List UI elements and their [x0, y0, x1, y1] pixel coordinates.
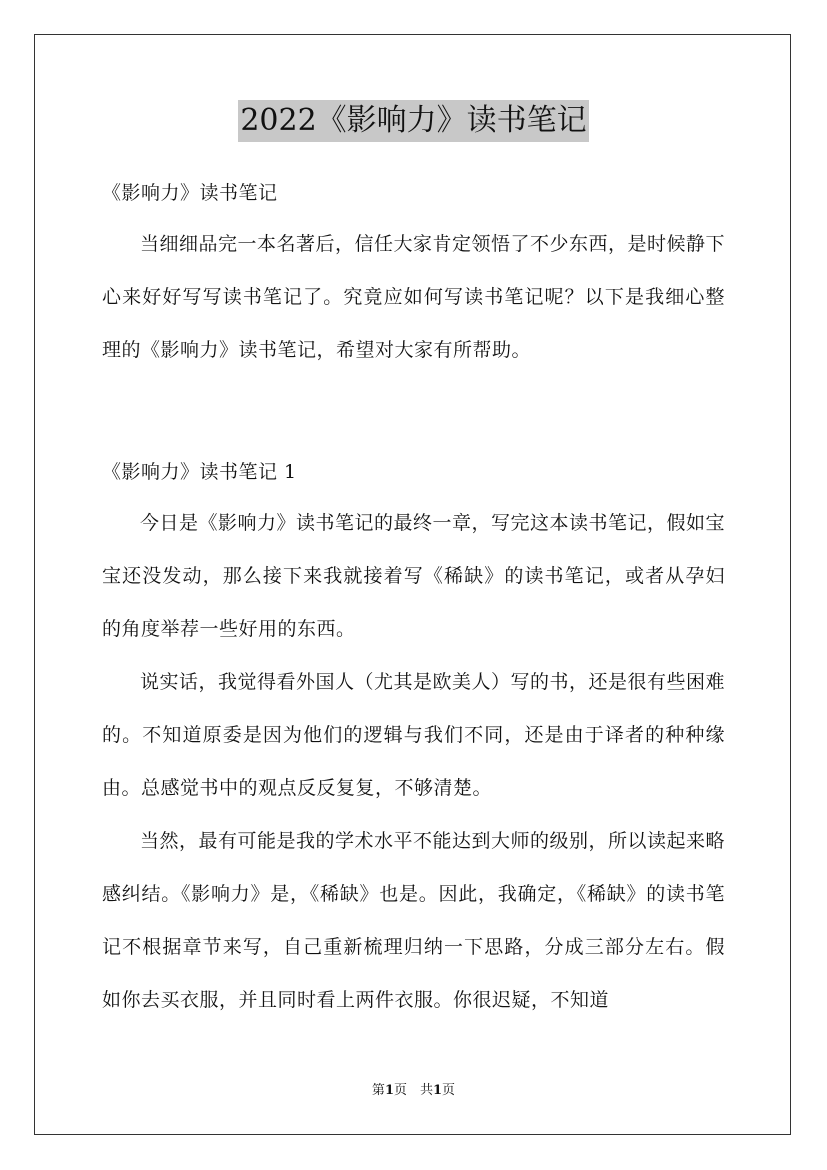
blank-line [102, 377, 725, 447]
section1-paragraph-3: 当然，最有可能是我的学术水平不能达到大师的级别，所以读起来略感纠结。《影响力》是，《稀缺》也是。因此，我确定，《稀缺》的读书笔记不根据章节来写，自己重新梳理归纳一下思路，分成三部分左右。假如你去买衣服，并且同时看上两件衣服。你很迟疑，不知道 [102, 830, 726, 1011]
document-body [102, 168, 725, 1027]
intro-heading: 《影响力》读书笔记 [102, 182, 278, 204]
page-footer [0, 1082, 827, 1100]
section1-paragraph-2: 说实话，我觉得看外国人（尤其是欧美人）写的书，还是很有些困难的。不知道原委是因为他们的逻辑与我们不同，还是由于译者的种种缘由。总感觉书中的观点反反复复，不够清楚。 [102, 671, 726, 799]
footer-total-pages: 1 [433, 1083, 443, 1098]
intro-paragraph: 当细细品完一本名著后，信任大家肯定领悟了不少东西，是时候静下心来好好写写读书笔记了。究竟应如何写读书笔记呢？以下是我细心整理的《影响力》读书笔记，希望对大家有所帮助。 [102, 233, 726, 361]
footer-suffix: 页 [442, 1083, 456, 1098]
document-title: 2022《影响力》读书笔记 [238, 100, 588, 142]
footer-current-page: 1 [384, 1083, 394, 1098]
title-container [0, 100, 827, 142]
footer-prefix: 第 [371, 1083, 385, 1098]
section1-heading: 《影响力》读书笔记 1 [102, 461, 297, 483]
footer-mid: 页 共 [393, 1083, 433, 1098]
section1-paragraph-1: 今日是《影响力》读书笔记的最终一章，写完这本读书笔记，假如宝宝还没发动，那么接下来我就接着写《稀缺》的读书笔记，或者从孕妇的角度举荐一些好用的东西。 [102, 512, 726, 640]
